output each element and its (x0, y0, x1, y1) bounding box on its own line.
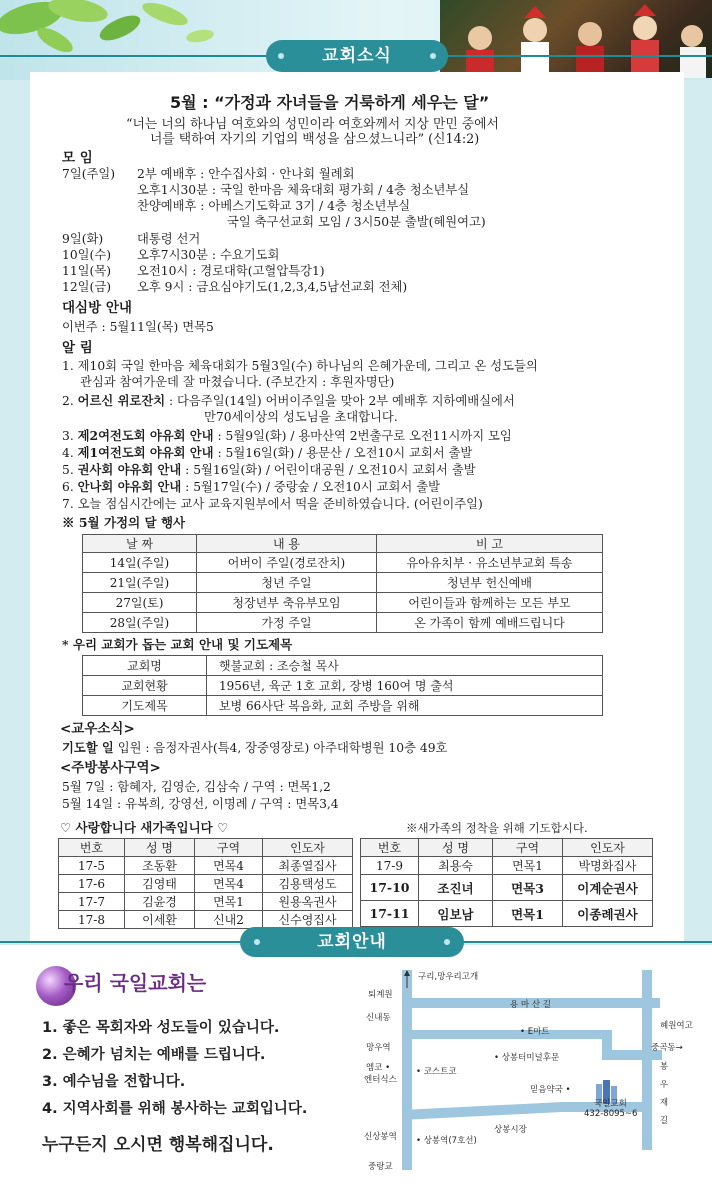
newcomers-table-left (58, 838, 353, 929)
newcomer-guide: 최종열집사 (263, 857, 353, 875)
sermon-title: 대심방 안내 (62, 300, 132, 316)
newcomer-guide: 신수영집사 (263, 911, 353, 929)
map-label-terminal: • 상봉터미널후문 (494, 1053, 560, 1063)
events-title: ※ 5월 가정의 달 행사 (62, 515, 186, 530)
newcomer-number: 17-11 (361, 901, 419, 927)
map-label-hyewon: 혜원여고 (660, 1021, 693, 1031)
event-date: 28일(주일) (83, 613, 197, 633)
map-label-phone: 432-8095~6 (584, 1109, 638, 1119)
notice-item: 1. 제10회 국일 한마음 체육대회가 5월3일(수) 하나님의 은혜가운데, 그리고 온 성도들의 (62, 359, 538, 373)
events-header: 날 짜 (83, 535, 197, 553)
mission-label: 기도제목 (83, 696, 207, 716)
newcomer-guide: 박명화집사 (563, 857, 653, 875)
meeting-day: 12일(금) (62, 280, 111, 294)
guide-item: 2. 은혜가 넘치는 예배를 드립니다. (42, 1047, 266, 1063)
map-label-yemko: 엠코 • (366, 1063, 391, 1073)
meeting-text: 찬양예배후 : 아베스기도학교 3기 / 4층 청소년부실 (137, 199, 411, 213)
mission-table (82, 655, 603, 716)
table-row (83, 553, 603, 573)
newcomer-guide: 이종례권사 (563, 901, 653, 927)
table-row (59, 839, 353, 857)
meeting-text: 2부 예배후 : 안수집사회 · 안나회 월례회 (137, 167, 355, 181)
guide-item: 1. 좋은 목회자와 성도들이 있습니다. (42, 1020, 280, 1036)
newcomers-header: 번호 (361, 839, 419, 857)
sermon-text: 이번주 : 5월11일(목) 면목5 (62, 320, 214, 334)
newcomer-name: 김윤경 (125, 893, 195, 911)
table-row (83, 613, 603, 633)
table-row (83, 535, 603, 553)
mission-label: 교회현황 (83, 676, 207, 696)
table-row (59, 911, 353, 929)
map-label-toegyewon: 퇴계원 (368, 990, 393, 1000)
newcomer-number: 17-10 (361, 875, 419, 901)
meetings-title: 모 임 (62, 150, 93, 166)
newcomer-district: 면목1 (493, 857, 563, 875)
map-label-bongujae: 봉우재길 (659, 1062, 669, 1126)
newcomer-district: 면목1 (493, 901, 563, 927)
leaf-decoration-icon (0, 0, 240, 60)
event-note: 유아유치부 · 유소년부교회 특송 (377, 553, 603, 573)
newcomer-name: 임보남 (419, 901, 493, 927)
event-date: 14일(주일) (83, 553, 197, 573)
kitchen-row: 5월 14일 : 유복희, 강영선, 이명례 / 구역 : 면목3,4 (62, 797, 339, 811)
newcomers-table-right (360, 838, 653, 927)
map-label-guri: 구리,망우리고개 (418, 972, 479, 982)
meeting-text: 국일 축구선교회 모임 / 3시50분 출발(혜원여고) (227, 215, 486, 229)
guide-heading: 우리 국일교회는 (64, 971, 207, 995)
table-row (59, 893, 353, 911)
map-label-sinsangbong: 신상봉역 (364, 1132, 397, 1142)
table-row (83, 573, 603, 593)
newcomer-district: 면목4 (195, 875, 263, 893)
kitchen-title: <주방봉사구역> (60, 760, 161, 776)
newcomer-number: 17-8 (59, 911, 125, 929)
newcomer-district: 면목4 (195, 857, 263, 875)
map-label-mangu: 망우역 (366, 1043, 391, 1053)
notice-item: 3. 제2여전도회 야유회 안내 : 5월9일(화) / 용마산역 2번출구로 오전11시까지 모임 (62, 428, 512, 443)
choir-photo (440, 0, 712, 78)
event-content: 어버이 주일(경로잔치) (197, 553, 377, 573)
meeting-text: 오후1시30분 : 국일 한마음 체육대회 평가회 / 4층 청소년부실 (137, 183, 470, 197)
newcomers-header: 인도자 (563, 839, 653, 857)
newcomers-header: 구역 (493, 839, 563, 857)
meeting-text: 오전10시 : 경로대학(고혈압특강1) (137, 264, 325, 278)
event-content: 가정 주일 (197, 613, 377, 633)
event-note: 어린이들과 함께하는 모든 부모 (377, 593, 603, 613)
newcomers-header: 인도자 (263, 839, 353, 857)
map-label-costco: • 코스트코 (416, 1067, 457, 1077)
newcomer-name: 이세환 (125, 911, 195, 929)
newcomer-name: 김영태 (125, 875, 195, 893)
notice-item: 5. 권사회 야유회 안내 : 5월16일(화) / 어린이대공원 / 오전10시 교회서 출발 (62, 462, 476, 477)
table-row (83, 656, 603, 676)
mission-value: 보병 66사단 복음화, 교회 주방을 위해 (207, 696, 603, 716)
table-row (59, 857, 353, 875)
map-label-church: 국일교회 (594, 1099, 627, 1109)
member-news-text: 기도할 일 입원 : 음정자권사(특4, 장중영장로) 아주대학병원 10층 49호 (62, 740, 448, 755)
map-label-jungnang: 중랑교 (368, 1162, 393, 1172)
table-row (361, 901, 653, 927)
event-date: 27일(토) (83, 593, 197, 613)
newcomers-title: ♡ 사랑합니다 새가족입니다 ♡ (60, 820, 229, 835)
newcomer-name: 조동환 (125, 857, 195, 875)
verse-line-2: 너를 택하여 자기의 기업의 백성을 삼으셨느니라” (신14:2) (150, 132, 480, 147)
event-date: 21일(주일) (83, 573, 197, 593)
event-note: 청년부 헌신예배 (377, 573, 603, 593)
meeting-text: 오후7시30분 : 수요기도회 (137, 248, 280, 262)
newcomer-number: 17-5 (59, 857, 125, 875)
newcomers-header: 성 명 (125, 839, 195, 857)
mission-label: 교회명 (83, 656, 207, 676)
section-title-guide: 교회안내 (240, 927, 464, 957)
newcomer-guide: 원용옥권사 (263, 893, 353, 911)
newcomer-number: 17-6 (59, 875, 125, 893)
table-row (83, 593, 603, 613)
events-header: 내 용 (197, 535, 377, 553)
meeting-day: 11일(목) (62, 264, 111, 278)
kitchen-row: 5월 7일 : 함혜자, 김영순, 김삼숙 / 구역 : 면목1,2 (62, 780, 331, 794)
table-row (361, 839, 653, 857)
meeting-day: 9일(화) (62, 232, 104, 246)
newcomers-header: 구역 (195, 839, 263, 857)
event-note: 온 가족이 함께 예배드립니다 (377, 613, 603, 633)
newcomer-name: 최용숙 (419, 857, 493, 875)
member-news-title: <교우소식> (60, 721, 135, 737)
map-label-yongmasan: 용 마 산 길 (510, 1000, 551, 1010)
meeting-text: 오후 9시 : 금요심야기도(1,2,3,4,5남선교회 전체) (137, 280, 408, 294)
meeting-day: 7일(주일) (62, 167, 116, 181)
newcomer-guide: 이계순권사 (563, 875, 653, 901)
map-label-junggok: 중곡동→ (651, 1043, 683, 1053)
newcomer-district: 면목3 (493, 875, 563, 901)
newcomers-header: 성 명 (419, 839, 493, 857)
event-content: 청년 주일 (197, 573, 377, 593)
table-row (83, 676, 603, 696)
map-label-emart: • E마트 (520, 1027, 550, 1037)
notice-item: 4. 제1여전도회 야유회 안내 : 5월16일(화) / 용문산 / 오전10시 교회서 출발 (62, 445, 473, 460)
event-content: 청장년부 축유부모임 (197, 593, 377, 613)
events-header: 비 고 (377, 535, 603, 553)
notice-item: 7. 오늘 점심시간에는 교사 교육지원부에서 떡을 준비하였습니다. (어린이주일) (62, 497, 483, 511)
verse-line-1: “너는 너의 하나님 여호와의 성민이라 여호와께서 지상 만민 중에서 (126, 117, 499, 132)
map-label-sangbong: • 상봉역(7호선) (416, 1136, 477, 1146)
events-table (82, 534, 603, 633)
headline: 5월 : “가정과 자녀들을 거룩하게 세우는 달” (170, 93, 490, 112)
notice-item-cont: 관심과 참여가운데 잘 마쳤습니다. (주보간지 : 후원자명단) (80, 375, 395, 389)
newcomer-district: 면목1 (195, 893, 263, 911)
guide-item: 4. 지역사회를 위해 봉사하는 교회입니다. (42, 1101, 308, 1117)
meeting-text: 대통령 선거 (137, 232, 201, 246)
mission-title: * 우리 교회가 돕는 교회 안내 및 기도제목 (62, 637, 293, 652)
section-title-news: 교회소식 (266, 40, 448, 72)
table-row (59, 875, 353, 893)
newcomer-guide: 김용택성도 (263, 875, 353, 893)
guide-item: 3. 예수님을 전합니다. (42, 1074, 186, 1090)
map-label-mieum: 믿음약국 • (530, 1085, 571, 1095)
table-row (361, 857, 653, 875)
directions-map (362, 962, 684, 1172)
newcomer-name: 조진녀 (419, 875, 493, 901)
newcomers-note: ※새가족의 정착을 위해 기도합시다. (406, 821, 588, 835)
notices-title: 알 림 (62, 340, 93, 356)
map-label-entelsys: 엔터식스 (364, 1075, 397, 1085)
map-label-sinnae: 신내동 (366, 1013, 391, 1023)
notice-item: 6. 안나회 야유회 안내 : 5월17일(수) / 중랑숲 / 오전10시 교회서 출발 (62, 479, 440, 494)
notice-item-cont: 만70세이상의 성도님을 초대합니다. (204, 410, 398, 424)
mission-value: 햇불교회 : 조승철 목사 (207, 656, 603, 676)
newcomer-number: 17-7 (59, 893, 125, 911)
newcomer-district: 신내2 (195, 911, 263, 929)
map-label-market: 상봉시장 (494, 1125, 527, 1135)
mission-value: 1956년, 육군 1호 교회, 장병 160여 명 출석 (207, 676, 603, 696)
newcomers-header: 번호 (59, 839, 125, 857)
guide-closing: 누구든지 오시면 행복해집니다. (42, 1135, 274, 1155)
table-row (361, 875, 653, 901)
notice-item: 2. 어르신 위로잔치 : 다음주일(14일) 어버이주일을 맞아 2부 예배후 지하예배실에서 (62, 393, 515, 408)
meeting-day: 10일(수) (62, 248, 111, 262)
table-row (83, 696, 603, 716)
newcomer-number: 17-9 (361, 857, 419, 875)
